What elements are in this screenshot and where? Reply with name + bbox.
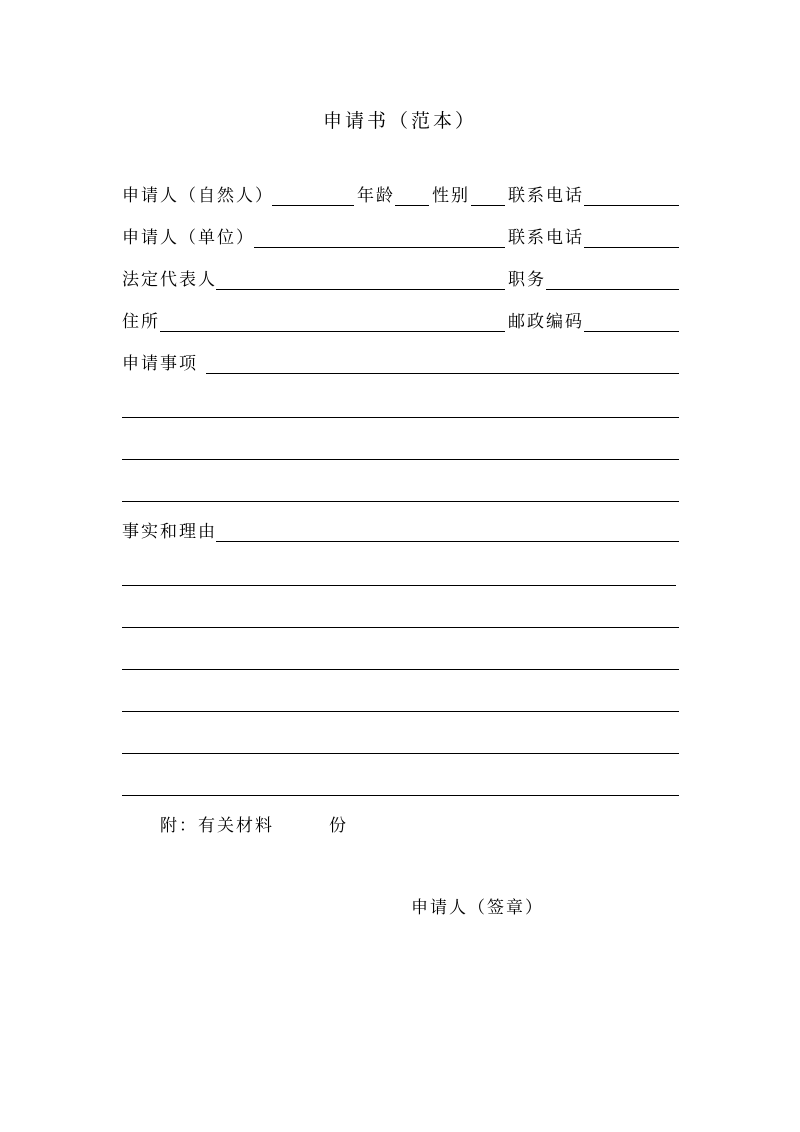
facts-line[interactable] — [122, 627, 679, 628]
request-line[interactable] — [122, 501, 679, 502]
attachment-label: 附：有关材料 — [160, 816, 274, 836]
applicant-natural-name-field[interactable] — [272, 205, 354, 206]
postcode-field[interactable] — [584, 331, 679, 332]
phone-field-unit[interactable] — [584, 247, 679, 248]
age-label: 年龄 — [357, 186, 395, 206]
request-line[interactable] — [122, 417, 679, 418]
position-field[interactable] — [546, 289, 679, 290]
legal-rep-label: 法定代表人 — [122, 270, 217, 290]
gender-label: 性别 — [432, 186, 470, 206]
address-label: 住所 — [122, 312, 160, 332]
facts-reasons-label: 事实和理由 — [122, 522, 217, 542]
request-line[interactable] — [122, 459, 679, 460]
page-title: 申请书（范本） — [322, 110, 477, 132]
gender-field[interactable] — [471, 205, 505, 206]
facts-line[interactable] — [122, 585, 676, 586]
phone-label-unit: 联系电话 — [508, 228, 584, 248]
applicant-unit-label: 申请人（单位） — [122, 228, 255, 248]
applicant-natural-label: 申请人（自然人） — [122, 186, 274, 206]
age-field[interactable] — [395, 205, 429, 206]
request-line[interactable] — [206, 373, 679, 374]
attachment-unit: 份 — [329, 816, 348, 836]
signature-label: 申请人（签章） — [411, 898, 544, 918]
postcode-label: 邮政编码 — [508, 312, 584, 332]
facts-line[interactable] — [122, 711, 679, 712]
facts-line[interactable] — [122, 795, 679, 796]
facts-line[interactable] — [216, 541, 679, 542]
legal-rep-field[interactable] — [216, 289, 505, 290]
applicant-unit-name-field[interactable] — [254, 247, 505, 248]
facts-line[interactable] — [122, 753, 679, 754]
phone-field-natural[interactable] — [584, 205, 679, 206]
position-label: 职务 — [508, 270, 546, 290]
request-items-label: 申请事项 — [122, 354, 198, 374]
address-field[interactable] — [160, 331, 505, 332]
facts-line[interactable] — [122, 669, 679, 670]
phone-label-natural: 联系电话 — [508, 186, 584, 206]
